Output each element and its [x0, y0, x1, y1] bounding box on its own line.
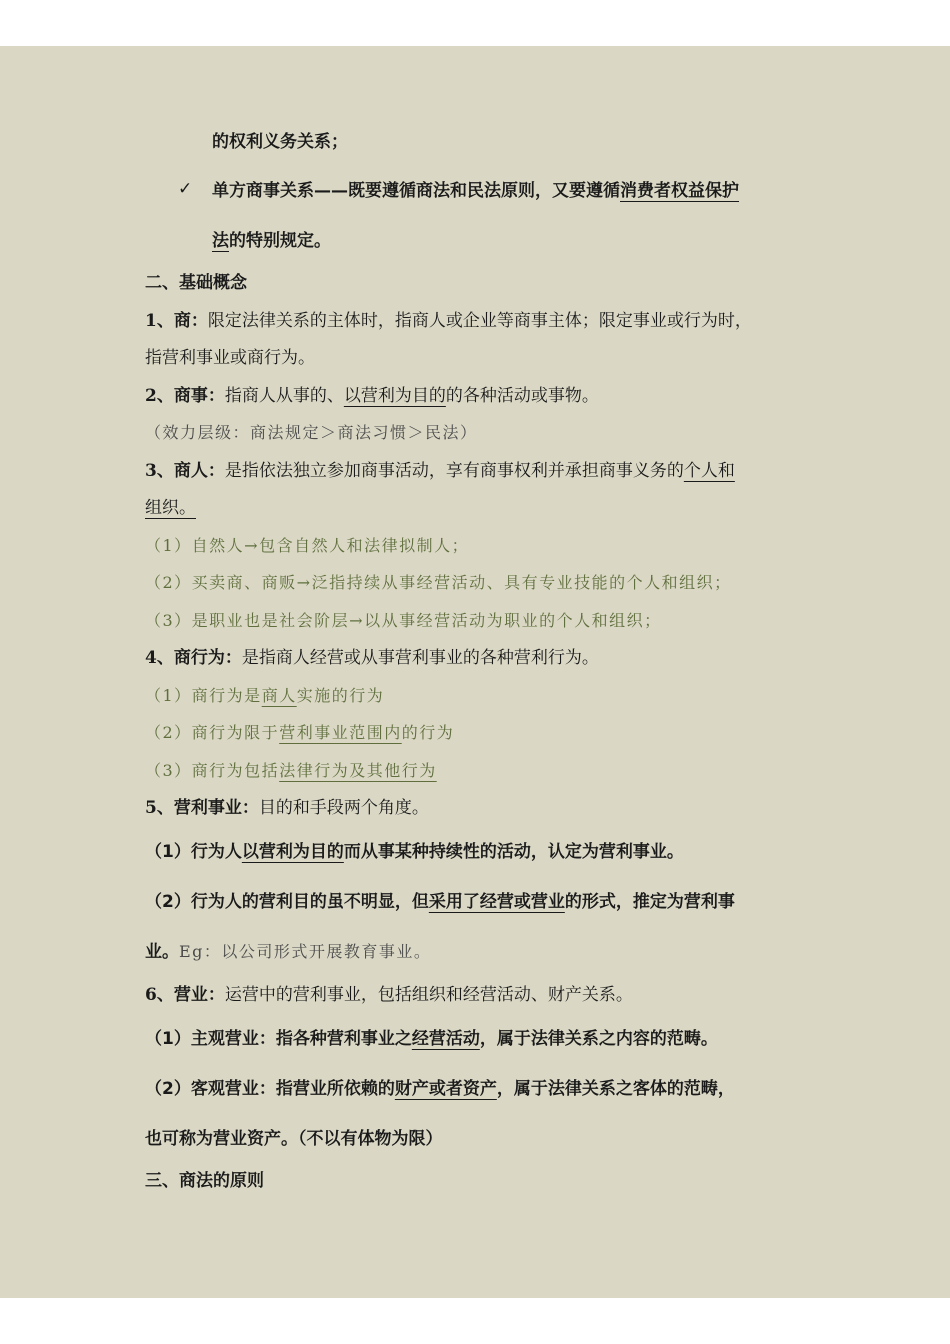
list-item [145, 721, 454, 745]
text-line [145, 983, 633, 1007]
underlined-text: 采用了经营或营业 [428, 892, 565, 912]
text-span: 目的和手段两个角度。 [258, 798, 429, 818]
text-line [145, 384, 599, 408]
text-span: ，属于法律关系之内容的范畴。 [479, 1029, 718, 1049]
text-span: （1）行为人 [145, 842, 242, 862]
text-span: 限定法律关系的主体时，指商人或企业等商事主体；限定事业或行为时， [207, 311, 752, 331]
list-item [145, 684, 384, 708]
underlined-text: 法律行为及其他行为 [279, 761, 437, 780]
text-line [145, 890, 735, 914]
text-span: 的形式，推定为营利事 [564, 892, 735, 912]
text-span: 的各种活动或事物。 [445, 386, 599, 406]
term-title: 3、商人： [145, 461, 225, 481]
text-span: 业。 [145, 942, 179, 962]
term-title: 4、商行为： [145, 648, 242, 668]
term-title: 5、营利事业： [145, 798, 259, 818]
underlined-text: 商人 [261, 686, 297, 705]
text-span: （3）商行为包括 [145, 761, 280, 780]
text-span: 是指商人经营或从事营利事业的各种营利行为。 [241, 648, 599, 668]
text-span: 指商人从事的、 [224, 386, 344, 406]
text-line [145, 309, 752, 333]
underlined-text: 经营活动 [411, 1029, 480, 1049]
text-span: 实施的行为 [296, 686, 385, 705]
text-span: （1）主观营业：指各种营利事业之 [145, 1029, 412, 1049]
text-line [145, 459, 735, 483]
text-span: 运营中的营利事业，包括组织和经营活动、财产关系。 [224, 985, 633, 1005]
underlined-text: 组织。 [145, 498, 196, 518]
text-span: 而从事某种持续性的活动，认定为营利事业。 [343, 842, 684, 862]
text-span: （2）客观营业：指营业所依赖的 [145, 1079, 395, 1099]
underlined-text: 以营利为目的 [343, 386, 446, 406]
text-line [212, 130, 348, 154]
term-title: 1、商： [145, 311, 208, 331]
list-item: （3）是职业也是社会阶层→以从事经营活动为职业的个人和组织； [145, 611, 662, 630]
text-line [145, 496, 196, 520]
text-line [145, 1077, 735, 1101]
section-heading: 三、商法的原则 [145, 1171, 264, 1191]
text-line [145, 646, 599, 670]
underlined-text: 消费者权益保护 [620, 181, 739, 201]
text-line [145, 796, 429, 820]
section-heading: 二、基础概念 [145, 273, 247, 293]
document-page [0, 46, 950, 1298]
text-span: 单方商事关系——既要遵循商法和民法原则，又要遵循 [212, 181, 620, 201]
text-span: 的特别规定。 [229, 231, 331, 251]
example-text: Eg：以公司形式开展教育事业。 [179, 942, 432, 961]
text-span: ，属于法律关系之客体的范畴， [496, 1079, 735, 1099]
underlined-text: 以营利为目的 [241, 842, 344, 862]
check-icon: ✓ [178, 179, 193, 199]
text-line [145, 840, 684, 864]
text-span: （2）行为人的营利目的虽不明显，但 [145, 892, 429, 912]
text-span: 的行为 [401, 723, 455, 742]
list-item [145, 759, 437, 783]
list-item: （2）买卖商、商贩→泛指持续从事经营活动、具有专业技能的个人和组织； [145, 573, 732, 592]
underlined-text: 营利事业范围内 [279, 723, 402, 742]
text-line [212, 229, 331, 253]
text-line [145, 1027, 718, 1051]
text-span: （1）商行为是 [145, 686, 262, 705]
term-title: 6、营业： [145, 985, 225, 1005]
underlined-text: 财产或者资产 [394, 1079, 497, 1099]
text-span: （2）商行为限于 [145, 723, 280, 742]
underlined-text: 个人和 [683, 461, 735, 481]
list-item: （1）自然人→包含自然人和法律拟制人； [145, 536, 470, 555]
underlined-text: 法 [212, 231, 229, 251]
text-line: （效力层级：商法规定＞商法习惯＞民法） [145, 423, 478, 442]
text-line: 指营利事业或商行为。 [145, 348, 315, 368]
term-title: 2、商事： [145, 386, 225, 406]
text-line: 也可称为营业资产。（不以有体物为限） [145, 1129, 443, 1149]
text-span: 的权利义务关系； [212, 132, 348, 152]
text-span: 是指依法独立参加商事活动，享有商事权利并承担商事义务的 [224, 461, 684, 481]
text-line [145, 940, 431, 964]
text-line [212, 179, 739, 203]
